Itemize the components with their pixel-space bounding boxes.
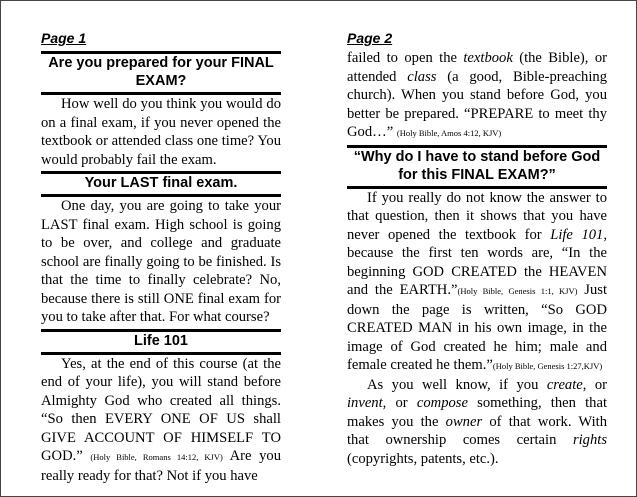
paragraph-text: , because the first ten words are, “In the beginning GOD CREATED the HEAVEN and the EARTH.” (347, 226, 607, 298)
italic-class: class (407, 68, 437, 85)
paragraph-text: of that work. With that ownership comes certain (347, 413, 608, 448)
heading-life-101: Life 101 (134, 332, 188, 349)
citation-romans: (Holy Bible, Romans 14:12, KJV) (90, 452, 223, 462)
italic-life-101: Life 101 (550, 226, 604, 243)
paragraph-text: Yes, at the end of this course (at the end of your life), you will stand before Almighty God who created all things. “So then EVERY ONE OF US shall GIVE ACCOUNT OF HIMSELF TO GOD.” (41, 355, 281, 464)
italic-rights: rights (572, 432, 607, 448)
paragraph-genesis (347, 189, 607, 376)
italic-compose: compose (416, 395, 468, 411)
heading-last-final-exam: Your LAST final exam. (84, 175, 238, 191)
paragraph-text: If you really do not know the answer to that question, then it shows that you have never opened the textbook for (347, 189, 607, 243)
paragraph-ownership (347, 376, 607, 469)
page-2-label: Page 2 (347, 30, 393, 46)
paragraph-text: As you well know, if you (367, 376, 547, 393)
page-1-column (41, 51, 281, 485)
page-1-label: Page 1 (41, 30, 87, 46)
italic-create: create (546, 376, 583, 393)
citation-genesis-1-27: (Holy Bible, Genesis 1:27,KJV) (492, 361, 603, 371)
paragraph-life-101 (41, 355, 281, 486)
paragraph-text: (the Bible), or attended (347, 50, 607, 85)
paragraph-text: Just down the page is written, “So GOD CREATED MAN in his own image, in the image of God created he him; male and female created he them.” (347, 282, 608, 373)
paragraph-text: , or (382, 395, 417, 411)
page-2-column (347, 49, 607, 468)
paragraph-last-exam: One day, you are going to take your LAST final exam. High school is going to be over, and college and graduate school are finally going to be finished. Is that the time to finally celebrate? No, because there is still ONE final exam for you to take after that. For what course? (41, 198, 281, 325)
citation-amos: (Holy Bible, Amos 4:12, KJV) (396, 128, 502, 138)
italic-owner: owner (445, 413, 483, 430)
paragraph-intro: How well do you think you would do on a final exam, if you never opened the textbook or attended class one time? You would probably fail the exam. (41, 96, 281, 168)
paragraph-continued (347, 49, 607, 143)
paragraph-text: (copyrights, patents, etc.). (347, 450, 499, 467)
heading-final-exam: Are you prepared for your FINAL EXAM? (48, 55, 274, 89)
paragraph-text: failed to open the (347, 50, 464, 66)
heading-why-stand: “Why do I have to stand before God for this FINAL EXAM?” (353, 148, 601, 183)
paragraph-text: , or (582, 376, 607, 393)
italic-textbook: textbook (463, 50, 513, 66)
paragraph-text: Are you really ready for that? Not if you have (41, 448, 282, 484)
italic-invent: invent (347, 395, 383, 411)
citation-genesis-1-1: (Holy Bible, Genesis 1:1, KJV) (457, 286, 578, 296)
paragraph-text: something, then that makes you the (347, 395, 607, 430)
paragraph-text: (a good, Bible-preaching church). When you stand before God, you better be prepared. “PREPARE to meet thy God…” (347, 68, 607, 140)
